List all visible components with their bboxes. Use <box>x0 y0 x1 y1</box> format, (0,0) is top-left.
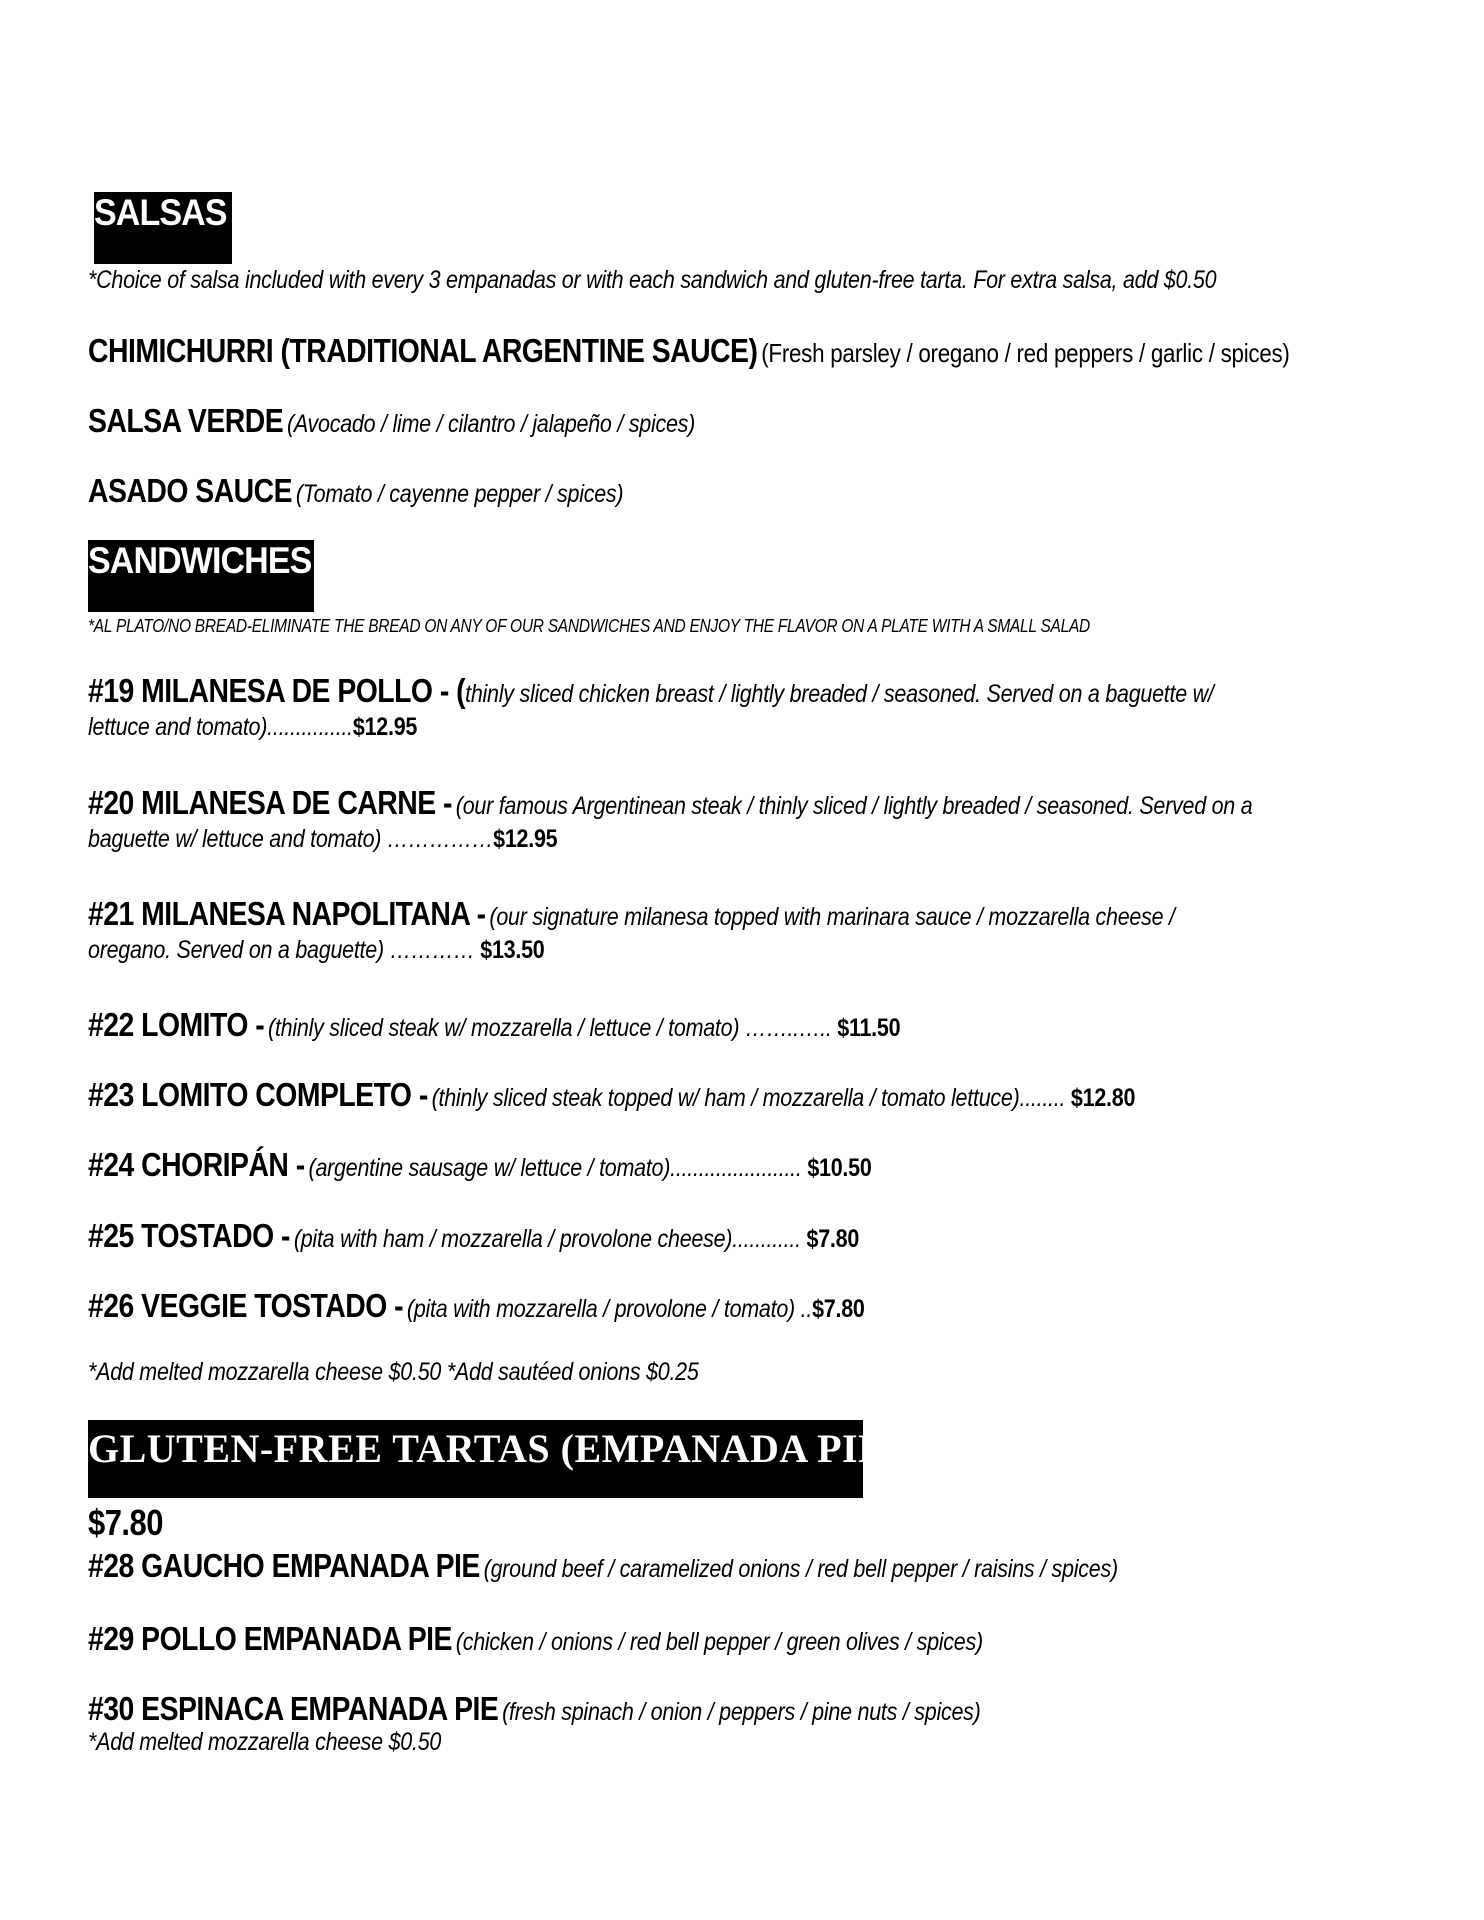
sandwich-desc: (thinly sliced steak w/ mozzarella / lettuce / tomato) ……..….. <box>268 1014 838 1042</box>
tartas-price: $7.80 <box>88 1502 163 1543</box>
sandwich-name: #21 MILANESA NAPOLITANA - <box>88 895 486 932</box>
sandwich-name: #20 MILANESA DE CARNE - <box>88 784 452 821</box>
salsas-note: *Choice of salsa included with every 3 empanadas or with each sandwich and gluten-free tarta. For extra salsa, add $0.50 <box>88 266 1217 294</box>
sandwich-item-19-cont <box>88 713 417 742</box>
sandwich-price: $10.50 <box>807 1154 872 1182</box>
sandwich-desc: (thinly sliced steak topped w/ ham / mozzarella / tomato lettuce)........ <box>431 1084 1071 1112</box>
sandwich-price: $13.50 <box>480 936 545 964</box>
sandwich-desc: (our famous Argentinean steak / thinly sliced / lightly breaded / seasoned. Served on a <box>455 792 1253 820</box>
salsas-header: SALSAS <box>94 192 227 233</box>
sandwiches-note: *AL PLATO/NO BREAD-ELIMINATE THE BREAD ON ANY OF OUR SANDWICHES AND ENJOY THE FLAVOR ON A PLATE WITH A SMALL SALAD <box>88 616 1090 636</box>
salsa-item-chimichurri <box>88 332 1290 370</box>
tarta-item-29 <box>88 1620 983 1658</box>
tartas-header: GLUTEN-FREE TARTAS (EMPANADA PIE) <box>88 1426 900 1471</box>
sandwich-desc-cont: baguette w/ lettuce and tomato) …………… <box>88 825 494 853</box>
salsa-item-verde <box>88 402 695 440</box>
sandwich-desc: (our signature milanesa topped with marinara sauce / mozzarella cheese / <box>489 903 1175 931</box>
sandwich-price: $12.80 <box>1070 1084 1136 1112</box>
tarta-name: #30 ESPINACA EMPANADA PIE <box>88 1690 499 1727</box>
sandwich-item-25 <box>88 1217 859 1255</box>
sandwich-item-21-cont <box>88 936 544 965</box>
sandwich-item-22 <box>88 1006 900 1044</box>
tarta-name: #28 GAUCHO EMPANADA PIE <box>88 1547 480 1584</box>
sandwich-desc: (pita with ham / mozzarella / provolone cheese)............ <box>293 1225 807 1253</box>
salsa-name: CHIMICHURRI (TRADITIONAL ARGENTINE SAUCE) <box>88 332 758 369</box>
sandwich-item-26 <box>88 1287 865 1325</box>
sandwich-item-23 <box>88 1076 1135 1114</box>
tarta-desc: (chicken / onions / red bell pepper / green olives / spices) <box>455 1628 983 1656</box>
sandwich-name: #23 LOMITO COMPLETO - <box>88 1076 428 1113</box>
sandwich-item-20-cont <box>88 825 557 854</box>
salsa-desc: (Fresh parsley / oregano / red peppers / garlic / spices) <box>761 338 1290 368</box>
sandwiches-footnote: *Add melted mozzarella cheese $0.50 *Add sautéed onions $0.25 <box>88 1358 699 1386</box>
sandwich-desc: (pita with mozzarella / provolone / tomato) .. <box>406 1295 813 1323</box>
sandwich-price: $12.95 <box>352 713 418 741</box>
sandwich-desc: (argentine sausage w/ lettuce / tomato)....................... <box>308 1154 808 1182</box>
tarta-item-30 <box>88 1690 981 1728</box>
sandwich-price: $11.50 <box>837 1014 901 1042</box>
sandwich-price: $12.95 <box>493 825 558 853</box>
sandwiches-header: SANDWICHES <box>88 540 312 581</box>
tarta-name: #29 POLLO EMPANADA PIE <box>88 1620 452 1657</box>
tarta-desc: (fresh spinach / onion / peppers / pine nuts / spices) <box>502 1698 981 1726</box>
sandwich-desc-cont: oregano. Served on a baguette) ………… <box>88 936 481 964</box>
sandwich-price: $7.80 <box>806 1225 860 1253</box>
sandwich-item-24 <box>88 1146 872 1184</box>
sandwich-item-19 <box>88 672 1214 710</box>
sandwich-item-21 <box>88 895 1175 933</box>
salsa-item-asado <box>88 472 623 510</box>
salsa-name: SALSA VERDE <box>88 402 284 439</box>
sandwich-item-20 <box>88 784 1252 822</box>
sandwich-name: #19 MILANESA DE POLLO - ( <box>88 672 466 709</box>
sandwich-price: $7.80 <box>812 1295 865 1323</box>
salsa-desc: (Avocado / lime / cilantro / jalapeño / spices) <box>286 410 696 438</box>
salsa-name: ASADO SAUCE <box>88 472 293 509</box>
sandwich-desc: thinly sliced chicken breast / lightly breaded / seasoned. Served on a baguette w/ <box>465 680 1214 708</box>
tarta-desc: (ground beef / caramelized onions / red bell pepper / raisins / spices) <box>483 1555 1118 1583</box>
sandwich-desc-cont: lettuce and tomato)............... <box>88 713 353 741</box>
tarta-item-28 <box>88 1547 1118 1585</box>
sandwich-name: #25 TOSTADO - <box>88 1217 290 1254</box>
sandwich-name: #22 LOMITO - <box>88 1006 265 1043</box>
tartas-footnote: *Add melted mozzarella cheese $0.50 <box>88 1728 442 1756</box>
sandwich-name: #24 CHORIPÁN - <box>88 1146 305 1183</box>
salsa-desc: (Tomato / cayenne pepper / spices) <box>295 480 624 508</box>
sandwich-name: #26 VEGGIE TOSTADO - <box>88 1287 404 1324</box>
